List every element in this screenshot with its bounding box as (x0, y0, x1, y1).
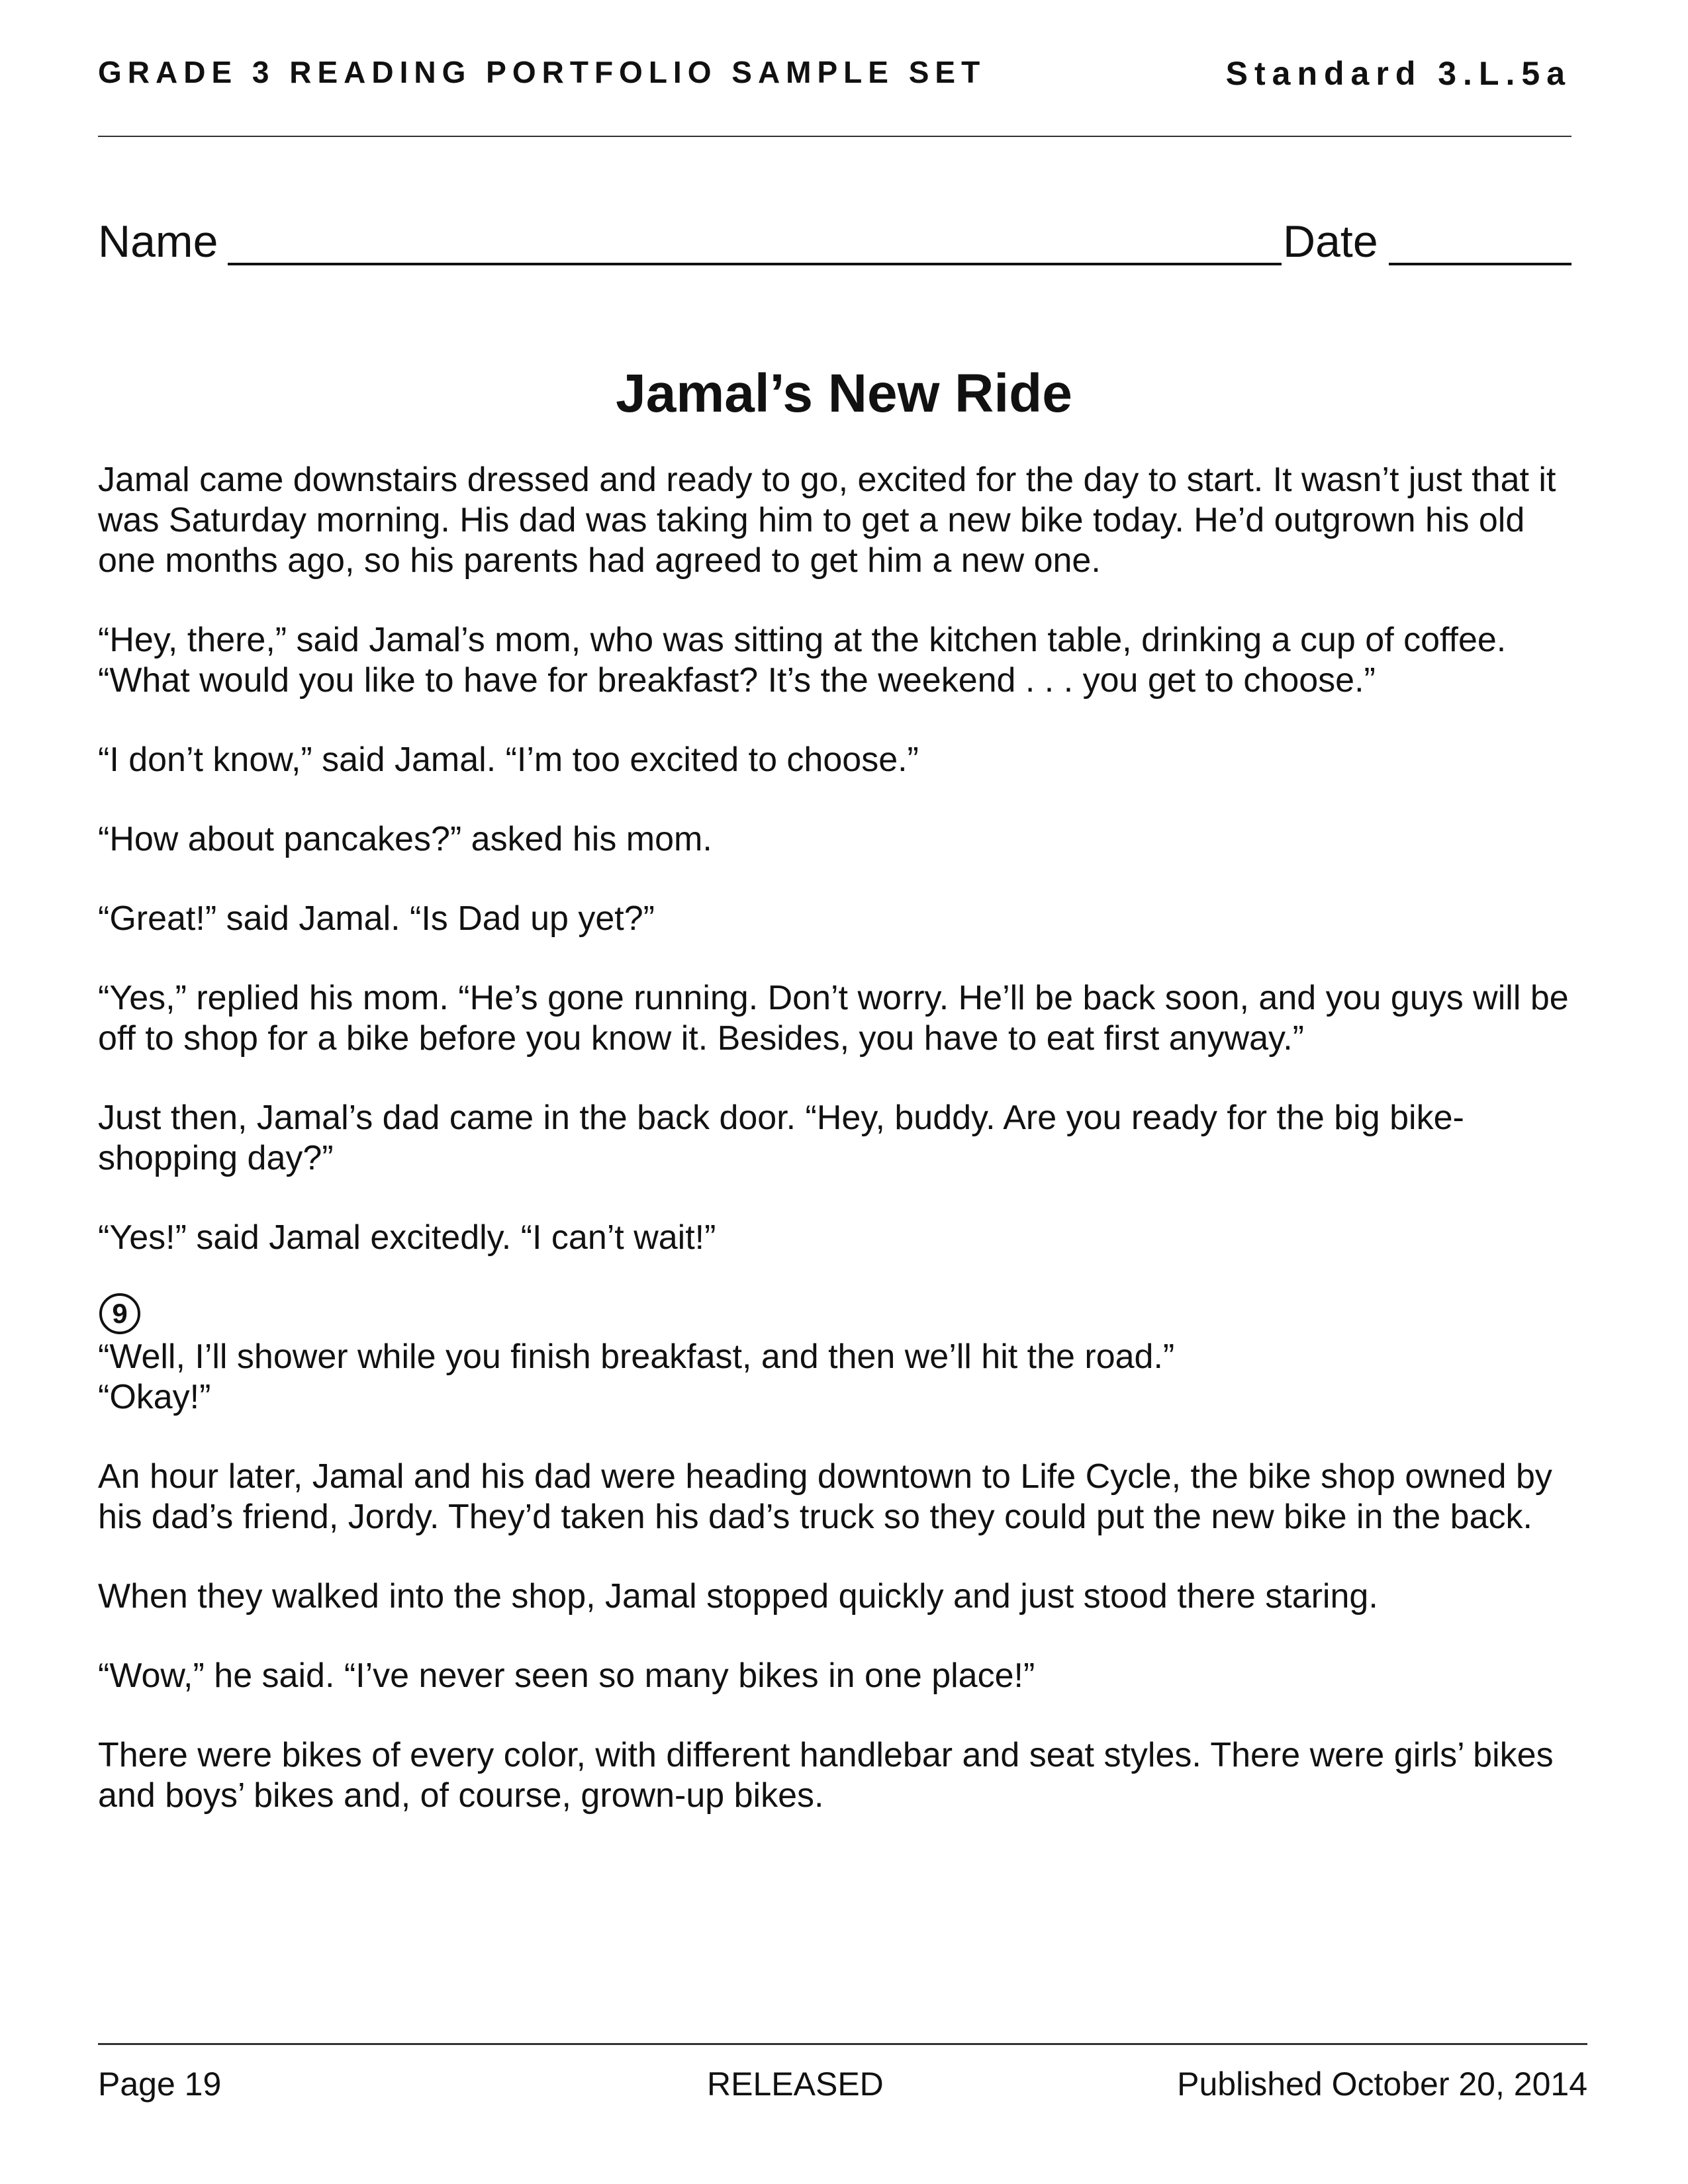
paragraph: “Hey, there,” said Jamal’s mom, who was sitting at the kitchen table, drinking a cup of coffee. “What would you like to have for breakfast? It’s the weekend . . . you get to choose.” (98, 621, 1507, 700)
story-title: Jamal’s New Ride (616, 363, 1072, 424)
document-title: GRADE 3 READING PORTFOLIO SAMPLE SET (98, 55, 986, 89)
header-divider (98, 136, 1571, 137)
paragraph: “How about pancakes?” asked his mom. (98, 820, 712, 858)
marked-paragraph (98, 1293, 1581, 1377)
name-date-row (98, 215, 1571, 268)
standard-label: Standard 3.L.5a (1225, 55, 1571, 92)
release-status: RELEASED (707, 2066, 884, 2103)
footer-divider (98, 2043, 1587, 2045)
page-header (98, 54, 1571, 103)
paragraph-number-marker: 9 (99, 1293, 140, 1334)
page-number: Page 19 (98, 2066, 222, 2103)
name-field[interactable] (228, 263, 1282, 265)
paragraph: When they walked into the shop, Jamal stopped quickly and just stood there staring. (98, 1577, 1378, 1615)
paragraph: There were bikes of every color, with different handlebar and seat styles. There were girls’ bikes and boys’ bikes and, of course, grown-up bikes. (98, 1736, 1554, 1815)
paragraph: “Great!” said Jamal. “Is Dad up yet?” (98, 899, 655, 938)
name-label: Name (98, 216, 218, 267)
paragraph: “Yes,” replied his mom. “He’s gone running. Don’t worry. He’ll be back soon, and you guys will be off to shop for a bike before you know it. Besides, you have to eat first anyway.” (98, 979, 1569, 1058)
paragraph: “Well, I’ll shower while you finish breakfast, and then we’ll hit the road.” (98, 1338, 1175, 1376)
paragraph: Just then, Jamal’s dad came in the back door. “Hey, buddy. Are you ready for the big bike-shopping day?” (98, 1099, 1464, 1177)
paragraph: Jamal came downstairs dressed and ready to go, excited for the day to start. It wasn’t just that it was Saturday morning. His dad was taking him to get a new bike today. He’d outgrown his old one months ago, so his parents had agreed to get him a new one. (98, 461, 1556, 580)
paragraph: An hour later, Jamal and his dad were heading downtown to Life Cycle, the bike shop owned by his dad’s friend, Jordy. They’d taken his dad’s truck so they could put the new bike in the back. (98, 1457, 1552, 1536)
date-field[interactable] (1389, 263, 1571, 265)
paragraph: “I don’t know,” said Jamal. “I’m too excited to choose.” (98, 741, 919, 779)
date-label: Date (1283, 216, 1378, 267)
paragraph: “Wow,” he said. “I’ve never seen so many bikes in one place!” (98, 1657, 1035, 1695)
paragraph: “Yes!” said Jamal excitedly. “I can’t wait!” (98, 1218, 716, 1257)
publish-date: Published October 20, 2014 (1177, 2066, 1587, 2103)
story-body (98, 460, 1581, 1816)
paragraph: “Okay!” (98, 1378, 211, 1416)
page-footer (98, 2065, 1587, 2107)
